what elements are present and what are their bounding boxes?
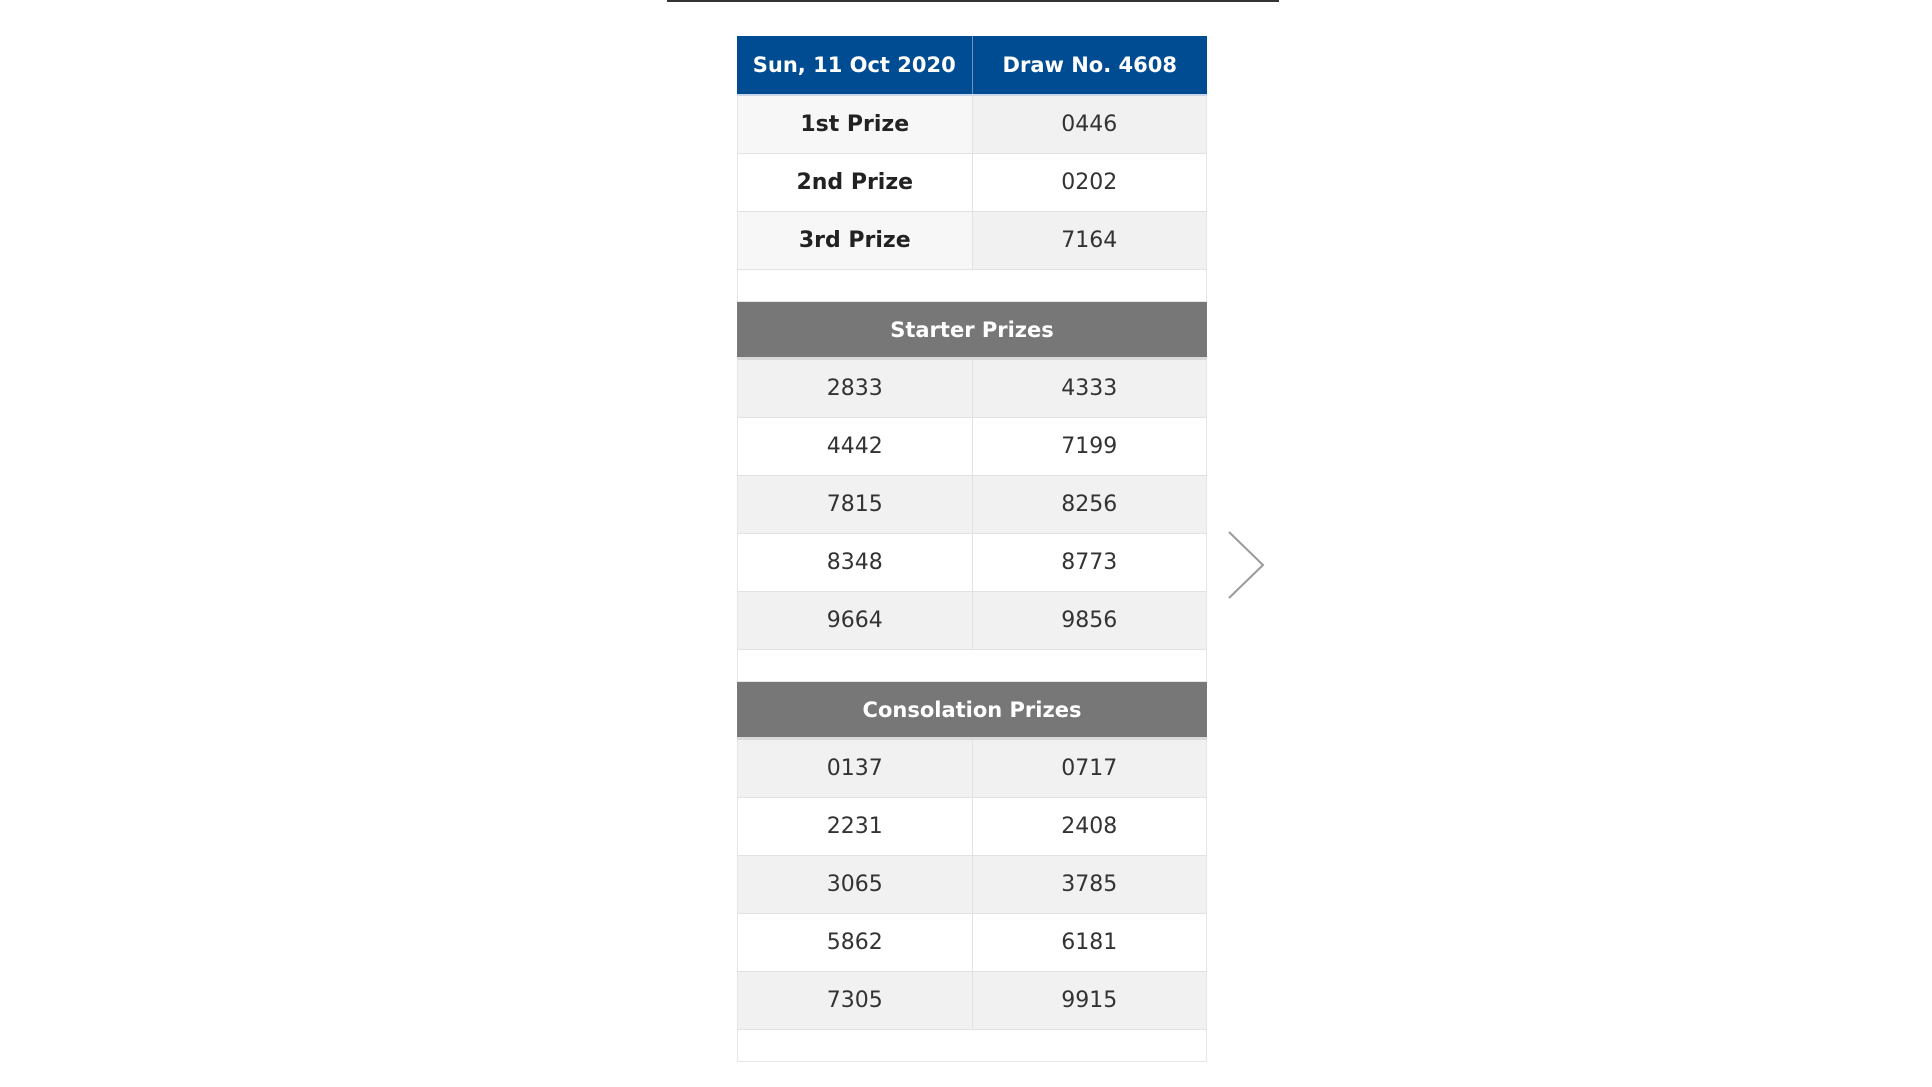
starter-number: 4442 xyxy=(738,418,972,475)
draw-header xyxy=(737,36,1207,96)
draw-date: Sun, 11 Oct 2020 xyxy=(752,53,956,77)
starter-number: 8256 xyxy=(972,476,1207,533)
prize-label: 3rd Prize xyxy=(738,212,972,269)
consolation-row xyxy=(737,972,1207,1030)
section-spacer xyxy=(737,650,1207,682)
prize-label: 2nd Prize xyxy=(738,154,972,211)
prize-number: 7164 xyxy=(972,212,1207,269)
prize-label: 1st Prize xyxy=(738,96,972,153)
consolation-number: 2231 xyxy=(738,798,972,855)
consolation-number: 5862 xyxy=(738,914,972,971)
starter-number: 4333 xyxy=(972,360,1207,417)
prize-number: 0446 xyxy=(972,96,1207,153)
top-divider xyxy=(667,0,1279,2)
consolation-row xyxy=(737,740,1207,798)
section-spacer xyxy=(737,270,1207,302)
consolation-row xyxy=(737,798,1207,856)
starter-prizes-title: Starter Prizes xyxy=(737,302,1207,360)
consolation-number: 0137 xyxy=(738,740,972,797)
chevron-right-icon[interactable] xyxy=(1225,530,1269,600)
starter-number: 8773 xyxy=(972,534,1207,591)
starter-number: 7199 xyxy=(972,418,1207,475)
starter-number: 8348 xyxy=(738,534,972,591)
prize-number: 0202 xyxy=(972,154,1207,211)
starter-number: 7815 xyxy=(738,476,972,533)
starter-row xyxy=(737,592,1207,650)
consolation-number: 3785 xyxy=(972,856,1207,913)
results-table xyxy=(737,36,1207,1062)
consolation-prizes-title: Consolation Prizes xyxy=(737,682,1207,740)
starter-row xyxy=(737,534,1207,592)
starter-number: 9664 xyxy=(738,592,972,649)
starter-number: 9856 xyxy=(972,592,1207,649)
consolation-number: 0717 xyxy=(972,740,1207,797)
consolation-number: 3065 xyxy=(738,856,972,913)
starter-number: 2833 xyxy=(738,360,972,417)
prize-row-2nd xyxy=(737,154,1207,212)
draw-number: Draw No. 4608 xyxy=(972,36,1208,94)
consolation-number: 6181 xyxy=(972,914,1207,971)
starter-row xyxy=(737,418,1207,476)
starter-row xyxy=(737,476,1207,534)
consolation-number: 7305 xyxy=(738,972,972,1029)
prize-row-1st xyxy=(737,96,1207,154)
consolation-row xyxy=(737,914,1207,972)
consolation-number: 2408 xyxy=(972,798,1207,855)
consolation-row xyxy=(737,856,1207,914)
starter-row xyxy=(737,360,1207,418)
prize-row-3rd xyxy=(737,212,1207,270)
section-spacer xyxy=(737,1030,1207,1062)
consolation-number: 9915 xyxy=(972,972,1207,1029)
